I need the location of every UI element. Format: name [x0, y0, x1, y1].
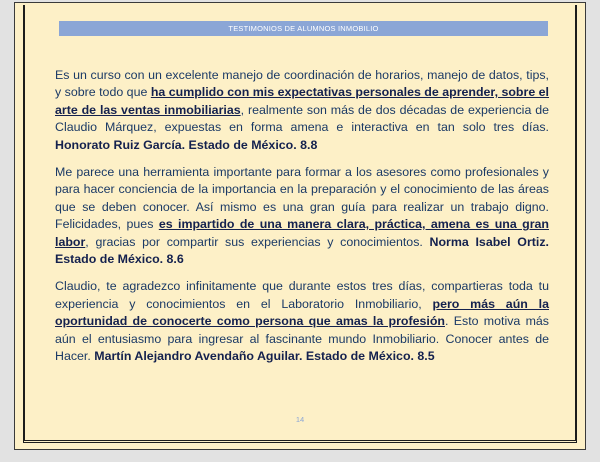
- testimonial-paragraph: [55, 164, 549, 268]
- testimonial-text: Es un curso con un excelente manejo de coordinación de horarios, manejo de datos, tips, y sobre todo que: [55, 68, 549, 100]
- testimonial-signature: Honorato Ruiz García. Estado de México. 8.8: [55, 137, 318, 152]
- testimonial-text: , gracias por compartir sus experiencias y conocimientos.: [85, 234, 430, 249]
- document-page: [14, 2, 586, 450]
- testimonial-signature: Martín Alejandro Avendaño Aguilar. Estado de México. 8.5: [94, 349, 435, 364]
- testimonials-body: [55, 67, 549, 376]
- testimonial-signature: Norma Isabel Ortiz. Estado de México. 8.6: [55, 234, 549, 267]
- testimonial-highlight: pero más aún la oportunidad de conocerte como persona que amas la profesión: [55, 296, 550, 329]
- testimonial-text: , realmente son más de dos décadas de experiencia de Claudio Márquez, expuestas en forma amena e interactiva en tan solo tres días.: [55, 102, 549, 135]
- testimonial-text: . Esto motiva más aún el entusiasmo para ingresar al fascinante mundo Inmobiliario. Conocer antes de Hacer.: [55, 314, 550, 364]
- testimonial-paragraph: [55, 278, 549, 365]
- header-banner: TESTIMONIOS DE ALUMNOS INMOBILIO: [59, 21, 548, 36]
- page-number: 14: [295, 415, 305, 424]
- testimonial-text: Me parece una herramienta importante para formar a los asesores como profesionales y para hacer conciencia de la importancia en la preparación y el conocimiento de las áreas que se deben conocer. Así mismo es una gran guía para realizar un trabajo digno. Felicidades, pues: [55, 165, 549, 232]
- testimonial-paragraph: [55, 67, 549, 154]
- testimonial-text: Claudio, te agradezco infinitamente que durante estos tres días, compartieras toda tu experiencia y conocimientos en el Laboratorio Inmobiliario,: [55, 279, 549, 311]
- testimonial-highlight: ha cumplido con mis expectativas personales de aprender, sobre el arte de las ventas inmobiliarias: [55, 85, 550, 117]
- testimonial-highlight: es impartido de una manera clara, práctica, amena es una gran labor: [55, 217, 549, 249]
